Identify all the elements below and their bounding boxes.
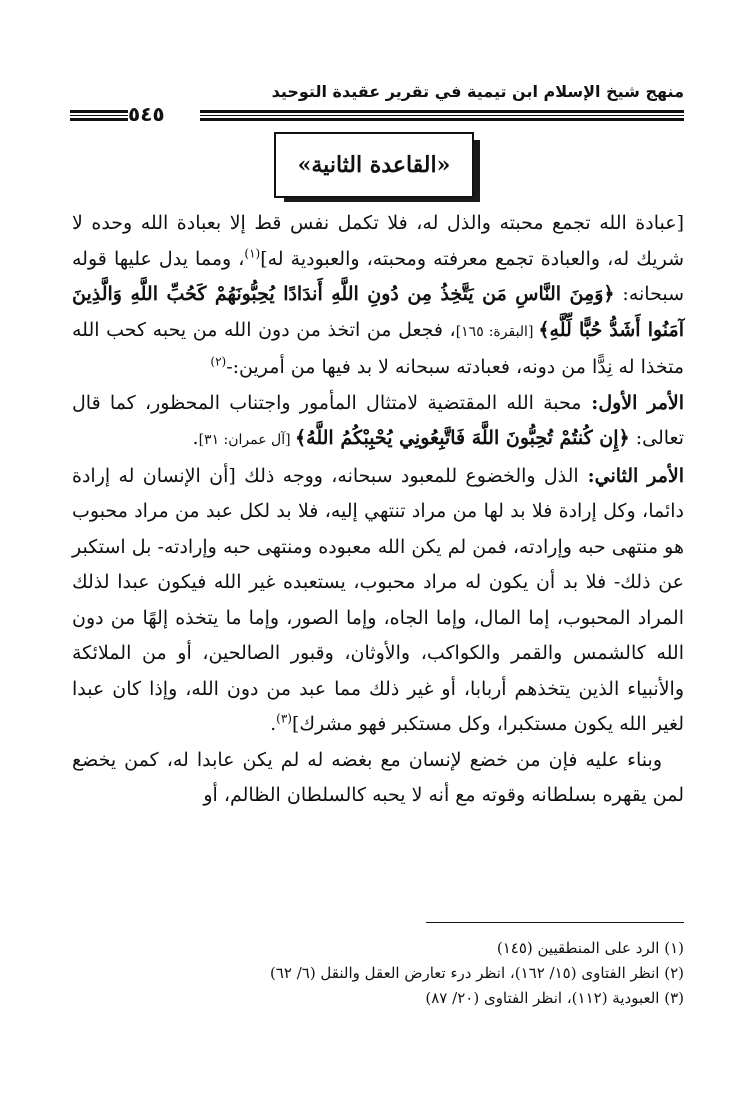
footnote-divider [426,922,684,923]
point-label: الأمر الأول: [581,391,684,414]
footnote-item: (٣) العبودية (١١٢)، انظر الفتاوى (٢٠/ ٨٧) [425,989,684,1007]
verse-reference: [آل عمران: ٣١] [198,432,296,448]
paragraph-text: الذل والخضوع للمعبود سبحانه، ووجه ذلك [أن الإنسان له إرادة دائما، وكل إرادة فلا بد لها من مراد تنتهي إليه، فلا بد لكل عبد من مراد محبوب هو منتهى حبه وإرادته، فمن لم يكن الله معبوده ومنتهى حبه وإرادته- بل استكبر عن ذلك- فلا بد أن يكون له مراد محبوب، يستعبده غير الله فيكون عبدا لذلك المراد المحبوب، إما المال، وإما الجاه، وإما الصور، وإما ما يتخذه إلهًا من دون الله كالشمس والقمر والكواكب، والأوثان، وقبور الصالحين، أو من الملائكة والأنبياء الذين يتخذهم أربابا، أو غير ذلك مما عبد من دون الله، وإذا كان عبدا لغير الله يكون مستكبرا، وكل مستكبر فهو مشرك] [72,464,684,735]
footnote-ref: (٣) [276,711,292,726]
punctuation: . [270,713,277,735]
paragraph-text: محبة الله المقتضية لامتثال المأمور واجتناب المحظور، كما قال تعالى: [72,391,684,449]
footnote-ref: (١) [244,246,261,261]
verse-reference: [البقرة: ١٦٥] [455,323,539,340]
punctuation: . [192,427,199,449]
quran-verse: ﴿وَمِنَ النَّاسِ مَن يَتَّخِذُ مِن دُونِ اللَّهِ أَندَادًا يُحِبُّونَهُمْ كَحُبِّ اللَّهِ وَالَّذِينَ آمَنُوا أَشَدُّ حُبًّا لِّلَّهِ﴾ [72,283,684,341]
running-title: منهج شيخ الإسلام ابن تيمية في تقرير عقيدة التوحيد [271,82,684,101]
paragraph-1 [72,206,684,386]
footnotes [72,936,684,1011]
footnote-ref: (٢) [210,354,227,369]
paragraph-2 [72,386,684,459]
quran-verse: ﴿إِن كُنتُمْ تُحِبُّونَ اللَّهَ فَاتَّبِعُونِي يُحْبِبْكُمُ اللَّهُ﴾ [295,427,630,449]
point-label: الأمر الثاني: [578,464,684,487]
main-text [72,206,684,814]
paragraph-text: وبناء عليه فإن من خضع لإنسان مع بغضه له لم يكن عابدا له، كمن يخضع لمن يقهره بسلطانه وقوته مع أنه لا يحبه كالسلطان الظالم، أو [72,748,684,806]
footnote-item: (٢) انظر الفتاوى (١٥/ ١٦٢)، انظر درء تعارض العقل والنقل (٦/ ٦٢) [269,964,684,982]
paragraph-3 [72,459,684,743]
footnote-item: (١) الرد على المنطقيين (١٤٥) [496,939,684,957]
paragraph-4 [72,743,684,814]
section-title: «القاعدة الثانية» [274,132,474,198]
page-number: ٥٤٥ [128,102,165,126]
paragraph-text: ، ومما يدل عليها قوله سبحانه: [72,247,685,305]
paragraph-text: ، فجعل من اتخذ من دون الله من يحبه كحب الله متخذا له نِدًّا من دونه، فعبادته سبحانه لا بد فيها من أمرين:- [72,318,684,378]
paragraph-text: [عبادة الله تجمع محبته والذل له، فلا تكمل نفس قط إلا بعبادة الله وحده لا شريك له، والعبادة تجمع معرفته ومحبته، والعبودية له] [72,212,684,270]
